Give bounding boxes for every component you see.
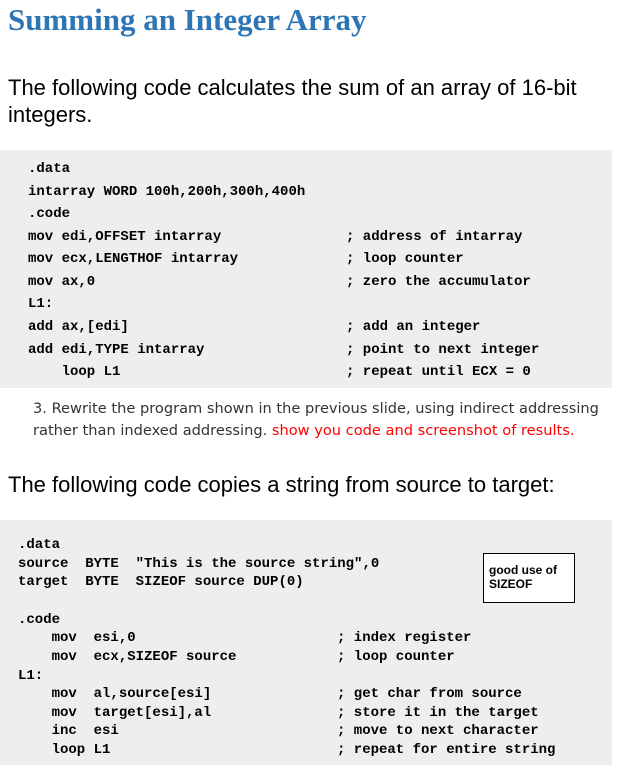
- code-comment: ; store it in the target: [337, 705, 539, 721]
- code-line: .data: [18, 537, 61, 553]
- code-comment: ; loop counter: [337, 649, 455, 665]
- sum-code-block: [0, 150, 612, 388]
- code-comment: ; index register: [337, 630, 472, 646]
- code-comment: ; move to next character: [337, 723, 539, 739]
- code-line: L1:: [28, 296, 54, 312]
- code-line: mov edi,OFFSET intarray: [28, 229, 222, 245]
- question-3: [33, 398, 618, 442]
- slide-title: Summing an Integer Array: [8, 2, 367, 37]
- code-line: mov ecx,LENGTHOF intarray: [28, 251, 239, 267]
- code-comment: ; repeat until ECX = 0: [346, 364, 531, 380]
- code-line: mov ax,0: [28, 274, 96, 290]
- code-comment: ; repeat for entire string: [337, 742, 556, 758]
- code-line: loop L1: [28, 364, 121, 380]
- code-comment: ; address of intarray: [346, 229, 523, 245]
- question-highlight: show you code and screenshot of results.: [271, 422, 575, 439]
- code-line: mov target[esi],al: [18, 705, 212, 721]
- code-line: .code: [18, 612, 61, 628]
- code-line: source BYTE "This is the source string",0: [18, 556, 380, 572]
- code-line: inc esi: [18, 723, 119, 739]
- code-comment: ; add an integer: [346, 319, 481, 335]
- sum-intro-text: The following code calculates the sum of an array of 16-bit integers.: [8, 75, 577, 127]
- code-line: mov esi,0: [18, 630, 136, 646]
- code-line: target BYTE SIZEOF source DUP(0): [18, 574, 304, 590]
- sizeof-note-callout: good use of SIZEOF: [483, 553, 575, 603]
- code-line: L1:: [18, 668, 44, 684]
- code-comment: ; point to next integer: [346, 342, 540, 358]
- code-line: loop L1: [18, 742, 111, 758]
- code-line: mov ecx,SIZEOF source: [18, 649, 237, 665]
- code-comment: ; loop counter: [346, 251, 464, 267]
- code-line: intarray WORD 100h,200h,300h,400h: [28, 184, 306, 200]
- code-line: .code: [28, 206, 71, 222]
- code-comment: ; get char from source: [337, 686, 522, 702]
- code-line: mov al,source[esi]: [18, 686, 212, 702]
- code-comment: ; zero the accumulator: [346, 274, 531, 290]
- code-line: add ax,[edi]: [28, 319, 129, 335]
- code-line: .data: [28, 161, 71, 177]
- copy-intro-text: The following code copies a string from source to target:: [8, 472, 555, 497]
- code-line: add edi,TYPE intarray: [28, 342, 205, 358]
- question-text: 3. Rewrite the program shown in the previous slide, using indirect addressing rather than indexed addressing.: [33, 400, 599, 439]
